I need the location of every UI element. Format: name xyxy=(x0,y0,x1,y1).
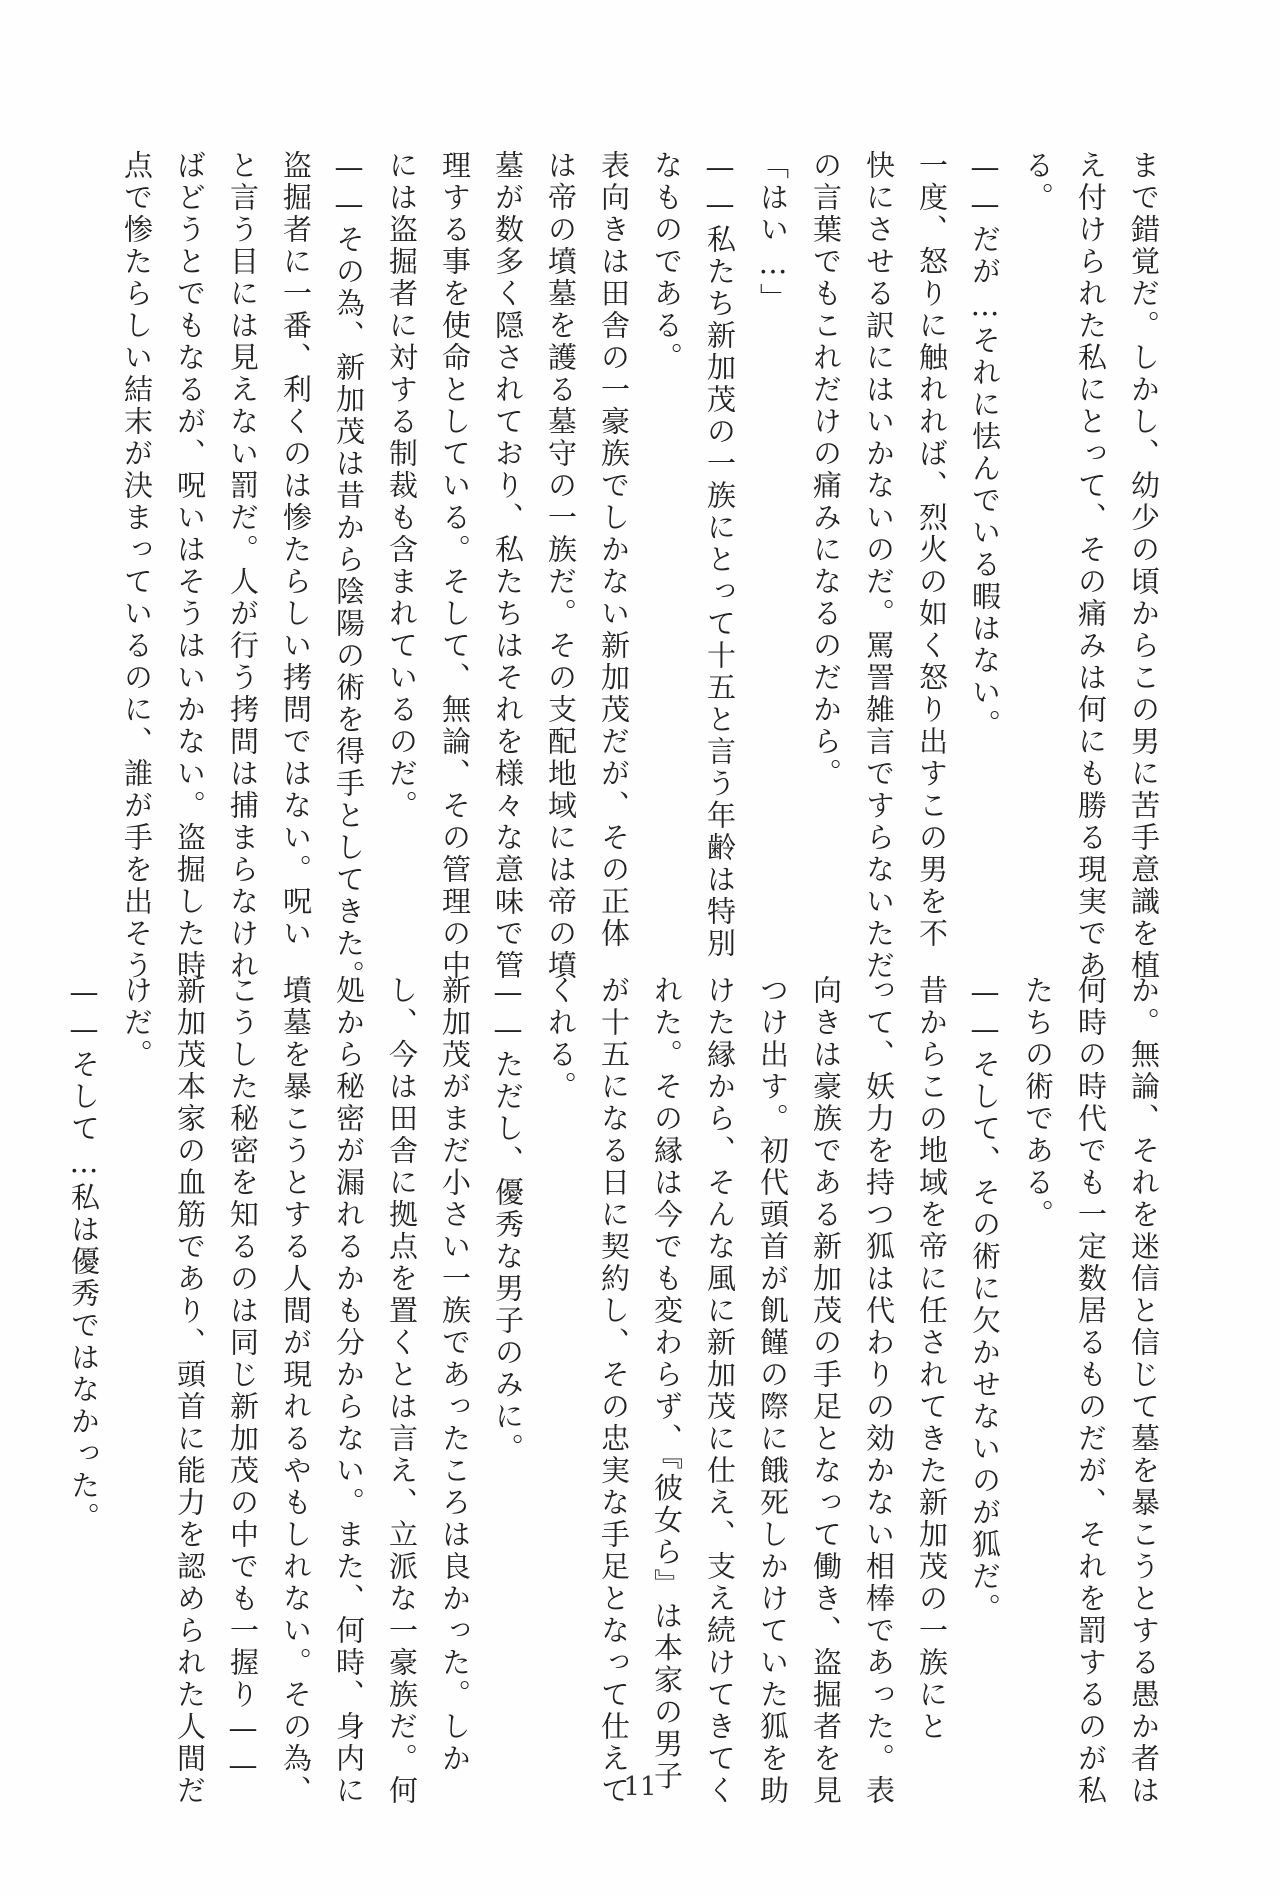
upper-text-line: と言う目には見えない罰だ。人が行う拷問は捕まらなけれ xyxy=(226,150,260,982)
upper-text-line: の言葉でもこれだけの痛みになるのだから。 xyxy=(809,150,843,790)
upper-text-line: 一度、怒りに触れれば、烈火の如く怒り出すこの男を不 xyxy=(915,150,949,950)
upper-text-line: え付けられた私にとって、その痛みは何にも勝る現実であ xyxy=(1074,150,1108,982)
upper-text-line: 理する事を使命としている。そして、無論、その管理の中 xyxy=(438,150,472,982)
upper-text-line: 「はい…」 xyxy=(756,150,790,315)
upper-text-line: なものである。 xyxy=(650,150,684,374)
upper-text-line: 表向きは田舎の一豪族でしかない新加茂だが、その正体 xyxy=(597,150,631,950)
page-number: 11 xyxy=(623,1772,657,1802)
upper-text-line: ——その為、新加茂は昔から陰陽の術を得手としてきた。 xyxy=(332,150,366,992)
lower-text-line: が十五になる日に契約し、その忠実な手足となって仕えて xyxy=(597,975,631,1807)
upper-text-line: まで錯覚だ。しかし、幼少の頃からこの男に苦手意識を植 xyxy=(1127,150,1161,982)
upper-text-line: る。 xyxy=(1021,150,1055,214)
upper-text-line: には盗掘者に対する制裁も含まれているのだ。 xyxy=(385,150,419,822)
upper-text-line: は帝の墳墓を護る墓守の一族だ。その支配地域には帝の墳 xyxy=(544,150,578,982)
lower-text-line: 昔からこの地域を帝に任されてきた新加茂の一族にと xyxy=(915,975,949,1743)
lower-text-line: けた縁から、そんな風に新加茂に仕え、支え続けてきてく xyxy=(703,975,737,1807)
upper-text-line: 墓が数多く隠されており、私たちはそれを様々な意味で管 xyxy=(491,150,525,982)
lower-text-line: つけ出す。初代頭首が飢饉の際に餓死しかけていた狐を助 xyxy=(756,975,790,1807)
lower-text-line: 処から秘密が漏れるかも分からない。また、何時、身内に xyxy=(332,975,366,1807)
lower-text-line: って、妖力を持つ狐は代わりの効かない相棒であった。表 xyxy=(862,975,896,1807)
upper-text-line: 盗掘者に一番、利くのは惨たらしい拷問ではない。呪い xyxy=(279,150,313,950)
lower-text-line: こうした秘密を知るのは同じ新加茂の中でも一握り—— xyxy=(226,975,260,1785)
lower-text-line: たちの術である。 xyxy=(1021,975,1055,1231)
lower-text-line: くれる。 xyxy=(544,975,578,1103)
upper-text-line: 点で惨たらしい結末が決まっているのに、誰が手を出そう xyxy=(120,150,154,982)
lower-text-line: 新加茂本家の血筋であり、頭首に能力を認められた人間だ xyxy=(173,975,207,1807)
lower-text-line: 向きは豪族である新加茂の手足となって働き、盗掘者を見 xyxy=(809,975,843,1807)
upper-text-line: ばどうとでもなるが、呪いはそうはいかない。盗掘した時 xyxy=(173,150,207,982)
lower-text-line: ——そして、その術に欠かせないのが狐だ。 xyxy=(968,975,1002,1625)
upper-text-line: ——私たち新加茂の一族にとって十五と言う年齢は特別 xyxy=(703,150,737,960)
upper-text-block xyxy=(120,150,1170,992)
lower-text-line: れた。その縁は今でも変わらず、『彼女ら』は本家の男子 xyxy=(650,975,684,1793)
lower-text-line: し、今は田舎に拠点を置くとは言え、立派な一豪族だ。何 xyxy=(385,975,419,1807)
lower-text-line: ——ただし、優秀な男子のみに。 xyxy=(491,975,525,1465)
upper-text-line: 快にさせる訳にはいかないのだ。罵詈雑言ですらないただ xyxy=(862,150,896,982)
lower-text-line: ——そして…私は優秀ではなかった。 xyxy=(67,975,101,1534)
lower-text-line: か。無論、それを迷信と信じて墓を暴こうとする愚か者は xyxy=(1127,975,1161,1807)
lower-text-line: けだ。 xyxy=(120,975,154,1071)
upper-text-line: ——だが…それに怯んでいる暇はない。 xyxy=(968,150,1002,741)
lower-text-line: 新加茂がまだ小さい一族であったころは良かった。しか xyxy=(438,975,472,1775)
lower-text-line: 何時の時代でも一定数居るものだが、それを罰するのが私 xyxy=(1074,975,1108,1807)
lower-text-line: 墳墓を暴こうとする人間が現れるやもしれない。その為、 xyxy=(279,975,313,1807)
